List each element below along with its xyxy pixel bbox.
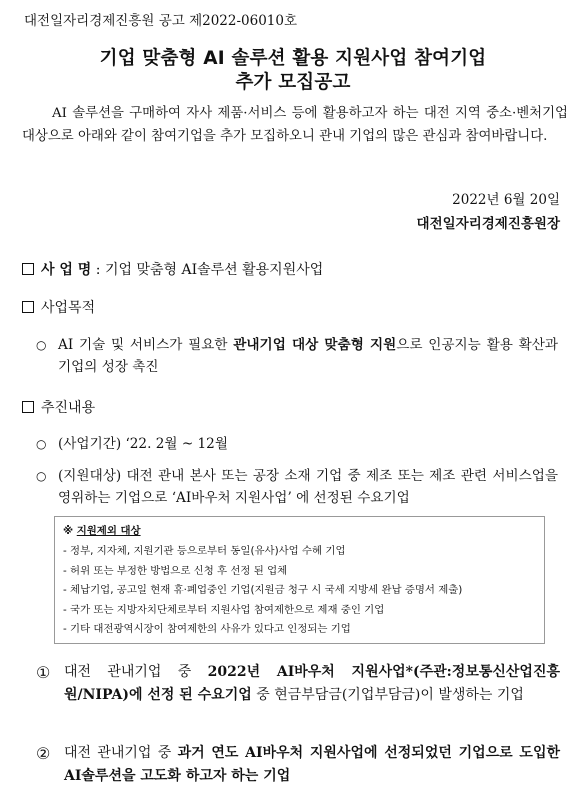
notice-number: 대전일자리경제진흥원 공고 제2022-06010호 [24, 13, 298, 29]
announcement-date: 2022년 6월 20일 [452, 192, 560, 208]
purpose-text-bold: 관내기업 대상 맞춤형 지원 [233, 337, 397, 353]
section-label: 사업목적 [41, 300, 96, 316]
square-bullet-icon [22, 301, 34, 313]
section-contents [22, 397, 95, 417]
section-label: 추진내용 [41, 400, 96, 416]
exclusion-list [63, 542, 462, 640]
reference-mark: ※ [63, 525, 77, 537]
target-bullet [36, 465, 558, 509]
issuer-name: 대전일자리경제진흥원장 [416, 216, 560, 232]
list-item: - 국가 또는 지방자치단체로부터 지원사업 참여제한으로 제재 중인 기업 [63, 603, 385, 616]
square-bullet-icon [22, 263, 34, 275]
circled-number: ② [36, 744, 51, 763]
separator: : [91, 262, 105, 278]
intro-paragraph [22, 102, 568, 148]
title-line-1: 기업 맞춤형 AI 솔루션 활용 지원사업 참여기업 [99, 48, 487, 69]
list-item: - 기타 대전광역시장이 참여제한의 사유가 있다고 인정되는 기업 [63, 623, 351, 635]
target-text: (지원대상) 대전 관내 본사 또는 공장 소재 기업 중 제조 또는 제조 관련 서비스업을 영위하는 기업으로 ‘AI바우처 지원사업’ 에 선정된 수요기업 [58, 468, 558, 506]
period-bullet [36, 433, 558, 455]
section-label: 사 업 명 [41, 262, 92, 278]
list-item: - 정부, 지자체, 지원기관 등으로부터 동일(유사)사업 수혜 기업 [63, 545, 346, 557]
title-line-2: 추가 모집공고 [235, 72, 351, 93]
item-text-bold: 과거 연도 AI바우처 지원사업에 선정되었던 기업으로 도입한 AI솔루션을 고도화 하고자 하는 기업 [64, 745, 560, 784]
exclusion-title: 지원제외 대상 [76, 525, 141, 537]
eligibility-item-2 [36, 742, 560, 788]
purpose-text-post: 으로 인공지능 활용 확산과 기업의 성장 촉진 [58, 337, 558, 375]
purpose-bullet [36, 334, 558, 378]
project-name-value: 기업 맞춤형 AI솔루션 활용지원사업 [104, 262, 324, 278]
list-item: - 허위 또는 부정한 방법으로 신청 후 선정 된 업체 [63, 564, 288, 577]
item-text-bold: 2022년 AI바우처 지원사업*(주관:정보통신산업진흥원/NIPA)에 선정 된 수요기업 [64, 664, 560, 703]
purpose-text-pre: AI 기술 및 서비스가 필요한 [58, 337, 234, 353]
period-text: (사업기간) ‘22. 2월 ~ 12월 [58, 436, 228, 452]
eligibility-item-1 [36, 661, 560, 707]
circled-number: ① [36, 663, 51, 682]
item-text-pre: 대전 관내기업 중 [64, 664, 208, 680]
exclusion-box [54, 516, 545, 644]
section-project-name [22, 259, 323, 279]
circle-bullet-icon: ○ [36, 437, 47, 451]
item-text-post: 중 현금부담금(기업부담금)이 발생하는 기업 [251, 687, 524, 703]
list-item: - 체납기업, 공고일 현재 휴·폐업중인 기업(지원금 청구 시 국세 지방세 완납 증명서 제출) [63, 584, 463, 596]
circle-bullet-icon: ○ [36, 338, 47, 352]
section-purpose [22, 297, 95, 317]
square-bullet-icon [22, 401, 34, 413]
item-text-pre: 대전 관내기업 중 [64, 745, 178, 761]
exclusion-header [63, 522, 141, 537]
intro-text: AI 솔루션을 구매하여 자사 제품·서비스 등에 활용하고자 하는 대전 지역 중소·벤처기업 대상으로 아래와 같이 참여기업을 추가 모집하오니 관내 기업의 많은 관심과 참여바랍니다. [22, 106, 568, 144]
circle-bullet-icon: ○ [36, 469, 47, 483]
